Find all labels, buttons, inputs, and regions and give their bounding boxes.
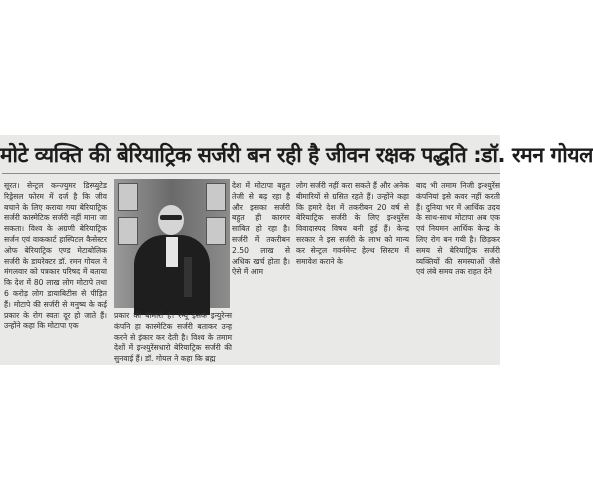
microphone-icon — [184, 257, 192, 297]
article-column-2 — [114, 311, 232, 365]
speaker-shirt — [166, 237, 178, 267]
backdrop-tile — [206, 217, 226, 245]
column-3-text: देश में मोटापा बहुत तेजी से बढ़ रहा है और इसका सर्जरी बहुत ही कारगर साबित हो रहा है। सर्जरी में तकरीबन 2.50 लाख से अधिक खर्च होता है। ऐसे में आम — [232, 181, 290, 277]
article-photo — [114, 179, 230, 308]
article-column-5 — [416, 181, 500, 278]
article-column-4 — [296, 181, 409, 267]
column-2-text: प्रकार की बीमारी है। रन्यू इसके इन्युरेन्स कंपनि हा कास्मेटिक सर्जरी बताकर उन्ह करने से इंकार कर देती है। विश्व के तमाम देशों में इन्श्युरेंसधारो बेरियाट्रिक सर्जरी की सुनवाई हैं। डॉ. गोयल ने कहा कि ब्रह्म — [114, 311, 232, 364]
column-5-text: बाद भी तमाम निजी इन्श्युरेंस कंपनियां इसे कवर नहीं करती हैं। दुनिया भर में आर्थिक उदय के साथ-साथ मोटापा अब एक एवं नियमन आर्थिक केन्द्र के लिए रोग बन गयी है। छिड़कर समय से बेरियाट्रिक सर्जरी व्यक्तियों की समस्याओं जैसे एवं लंबे समय तक राहत देने — [416, 181, 500, 277]
backdrop-tile — [206, 183, 226, 211]
headline-rule — [2, 173, 500, 174]
article-headline: मोटे व्यक्ति की बेरियाट्रिक सर्जरी बन रही है जीवन रक्षक पद्धति :डॉ. रमन गोयल — [0, 143, 593, 167]
article-column-3 — [232, 181, 290, 278]
backdrop-tile — [118, 217, 138, 245]
column-4-text: लोग सर्जरी नहीं करा सकते हैं और अनेक बीमारियों से ग्रसित रहते हैं। उन्होंने कहा कि हमारे देश में तकरीबन 20 वर्ष से बेरियाट्रिक सर्जरी के लिए इन्श्युरेंस विवादास्पद विषय बनी हुई हैं। केन्द्र सरकार ने इस सर्जरी के लाभ को मान्य कर सेन्ट्रल गवर्नमेन्ट हेल्थ सिस्टम में समावेश कराने के — [296, 181, 409, 266]
newspaper-clipping — [0, 135, 593, 365]
column-1-text: सूरत। सेन्ट्रल कन्ज्युमर डिस्प्युटेड रिड्रेसल फोरम में दर्ज है कि जीव बचाने के लिए कराया गया बेरियाट्रिक सर्जरी कास्मेटिक सर्जरी नहीं माना जा सकता। विश्व के अग्रणी बेरियाट्रिक सर्जन एवं वाककार्ट हास्पिटल कैसेस्टर ओफ बेरियाट्रिक एण्ड मेटाबोलिक सर्जरी के डायरेक्टर डॉ. रमन गोयल ने मंगलवार को पत्रकार परिषद में बताया कि देश में 80 लाख लोग मोटापे तथा 6 करोड़ लोग डायाबिटीस से पीड़ित हैं। मोटापे की सर्जरी से मनुष्य के कई प्रकार के रोग स्वतः दूर हो जाते हैं। उन्होंने कहा कि मोटापा एक — [4, 181, 107, 331]
speaker-head — [158, 205, 184, 235]
speaker-glasses — [160, 215, 182, 220]
backdrop-tile — [118, 183, 138, 211]
article-column-1 — [4, 181, 107, 332]
